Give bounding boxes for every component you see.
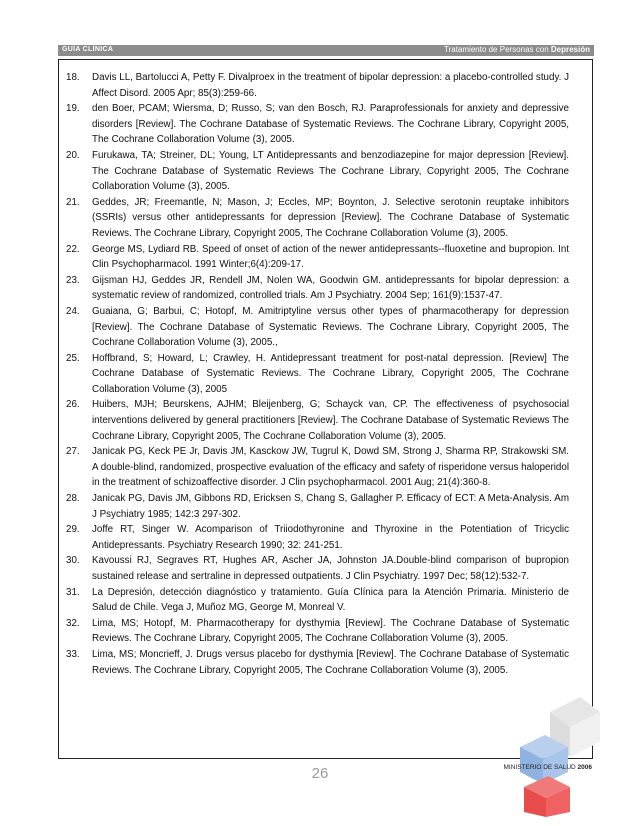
reference-item — [61, 242, 569, 273]
reference-number: 19. — [66, 103, 80, 115]
reference-frame — [58, 59, 593, 759]
reference-item — [61, 70, 569, 101]
ministry-label — [503, 764, 592, 771]
reference-item — [61, 585, 569, 616]
reference-number: 31. — [66, 586, 80, 598]
reference-text: Hoffbrand, S; Howard, L; Crawley, H. Antidepressant treatment for post-natal depression. [Review] The Cochrane Database of Systematic Reviews. The Cochrane Library, Copyright 2005, The Cochrane Collaboration Volume (3), 2005 — [92, 352, 569, 395]
reference-number: 30. — [66, 555, 80, 567]
reference-item — [61, 553, 569, 584]
reference-number: 22. — [66, 243, 80, 255]
reference-item — [61, 522, 569, 553]
document-title-prefix: Tratamiento de Personas con — [444, 45, 551, 54]
document-title-emphasis: Depresión — [550, 45, 590, 54]
header-bar — [58, 45, 594, 56]
ministry-year: 2006 — [577, 764, 592, 771]
reference-number: 18. — [66, 72, 80, 83]
document-title — [444, 45, 590, 54]
reference-text: Geddes, JR; Freemantle, N; Mason, J; Eccles, MP; Boynton, J. Selective serotonin reuptake inhibitors (SSRIs) versus other antidepressants for depression [Review]. The Cochrane Database of Systematic Reviews. The Cochrane Library, Copyright 2005, The Cochrane Collaboration Volume (3), 2005. — [92, 196, 569, 239]
reference-item — [61, 444, 569, 491]
reference-number: 21. — [66, 196, 80, 208]
ministry-name: MINISTERIO DE SALUD — [503, 764, 578, 771]
reference-text: George MS, Lydiard RB. Speed of onset of action of the newer antidepressants--fluoxetine and bupropion. Int Clin Psychopharmacol. 1991 Winter;6(4):209-17. — [92, 243, 569, 271]
decorative-cubes-icon — [510, 692, 600, 817]
reference-text: Janicak PG, Davis JM, Gibbons RD, Ericksen S, Chang S, Gallagher P. Efficacy of ECT: A Meta-Analysis. Am J Psychiatry 1985; 142:3 297-302. — [92, 493, 569, 520]
reference-text: Guaiana, G; Barbui, C; Hotopf, M. Amitriptyline versus other types of pharmacotherapy for depression [Review]. The Cochrane Database of Systematic Reviews. The Cochrane Library, Copyright 2005, The Cochrane Collaboration Volume (3), 2005., — [92, 305, 569, 349]
reference-item — [61, 101, 569, 148]
reference-number: 29. — [66, 524, 80, 536]
reference-text: Lima, MS; Moncrieff, J. Drugs versus placebo for dysthymia [Review]. The Cochrane Database of Systematic Reviews. The Cochrane Library, Copyright 2005, The Cochrane Collaboration Volume (3), 2005. — [92, 648, 569, 676]
reference-item — [61, 647, 569, 678]
reference-number: 26. — [66, 399, 80, 411]
reference-item — [61, 397, 569, 444]
reference-item — [61, 273, 569, 304]
reference-item — [61, 491, 569, 522]
reference-list — [61, 70, 569, 678]
reference-item — [61, 195, 569, 242]
reference-number: 23. — [66, 274, 80, 286]
reference-number: 20. — [66, 149, 80, 161]
reference-item — [61, 148, 569, 195]
reference-number: 32. — [66, 617, 80, 629]
reference-text: Furukawa, TA; Streiner, DL; Young, LT Antidepressants and benzodiazepine for major depression [Review]. The Cochrane Database of Systematic Reviews The Cochrane Library, Copyright 2005, The Cochrane Collaboration Volume (3), 2005. — [92, 149, 569, 193]
reference-text: Huibers, MJH; Beurskens, AJHM; Bleijenberg, G; Schayck van, CP. The effectiveness of psychosocial interventions delivered by general practitioners [Review]. The Cochrane Database of Systematic Reviews The Cochrane Library, Copyright 2005, The Cochrane Collaboration Volume (3), 2005. — [92, 399, 569, 442]
reference-number: 33. — [66, 648, 80, 660]
reference-text: Janicak PG, Keck PE Jr, Davis JM, Kasckow JW, Tugrul K, Dowd SM, Strong J, Sharma RP, Strakowski SM. A double-blind, randomized, prospective evaluation of the efficacy and safety of risperidone versus haloperidol in the treatment of schizoaffective disorder. J Clin psychopharmacol. 2001 Aug; 21(4):360-8. — [92, 446, 569, 489]
reference-item — [61, 616, 569, 647]
reference-item — [61, 304, 569, 351]
reference-text: Lima, MS; Hotopf, M. Pharmacotherapy for dysthymia [Review]. The Cochrane Database of Systematic Reviews. The Cochrane Library, Copyright 2005, The Cochrane Collaboration Volume (3), 2005. — [92, 617, 569, 645]
reference-text: Davis LL, Bartolucci A, Petty F. Divalproex in the treatment of bipolar depression: a placebo-controlled study. J Affect Disord. 2005 Apr; 85(3):259-66. — [92, 72, 569, 99]
section-label: GUÍA CLÍNICA — [62, 46, 114, 53]
page-number: 26 — [311, 765, 329, 782]
reference-text: La Depresión, detección diagnóstico y tratamiento. Guía Clínica para la Atención Primaria. Ministerio de Salud de Chile. Vega J, Muñoz MG, George M, Monreal V. — [92, 586, 569, 614]
reference-item — [61, 351, 569, 398]
reference-number: 28. — [66, 493, 80, 505]
reference-text: den Boer, PCAM; Wiersma, D; Russo, S; van den Bosch, RJ. Paraprofessionals for anxiety and depressive disorders [Review]. The Cochrane Database of Systematic Reviews. The Cochrane Library, Copyright 2005, The Cochrane Collaboration Volume (3), 2005. — [92, 103, 569, 146]
reference-number: 25. — [66, 352, 80, 364]
reference-text: Joffe RT, Singer W. Acomparison of Triiodothyronine and Thyroxine in the Potentiation of Tricyclic Antidepressants. Psychiatry Research 1990; 32: 241-251. — [92, 524, 569, 551]
reference-text: Gijsman HJ, Geddes JR, Rendell JM, Nolen WA, Goodwin GM. antidepressants for bipolar depression: a systematic review of randomized, controlled trials. Am J Psychiatry. 2004 Sep; 161(9):1537-47. — [92, 274, 569, 302]
reference-number: 24. — [66, 305, 80, 317]
reference-number: 27. — [66, 446, 80, 458]
reference-text: Kavoussi RJ, Segraves RT, Hughes AR, Ascher JA, Johnston JA.Double-blind comparison of bupropion sustained release and sertraline in depressed outpatients. J Clin Psychiatry. 1997 Dec; 58(12):532-7. — [92, 555, 569, 582]
